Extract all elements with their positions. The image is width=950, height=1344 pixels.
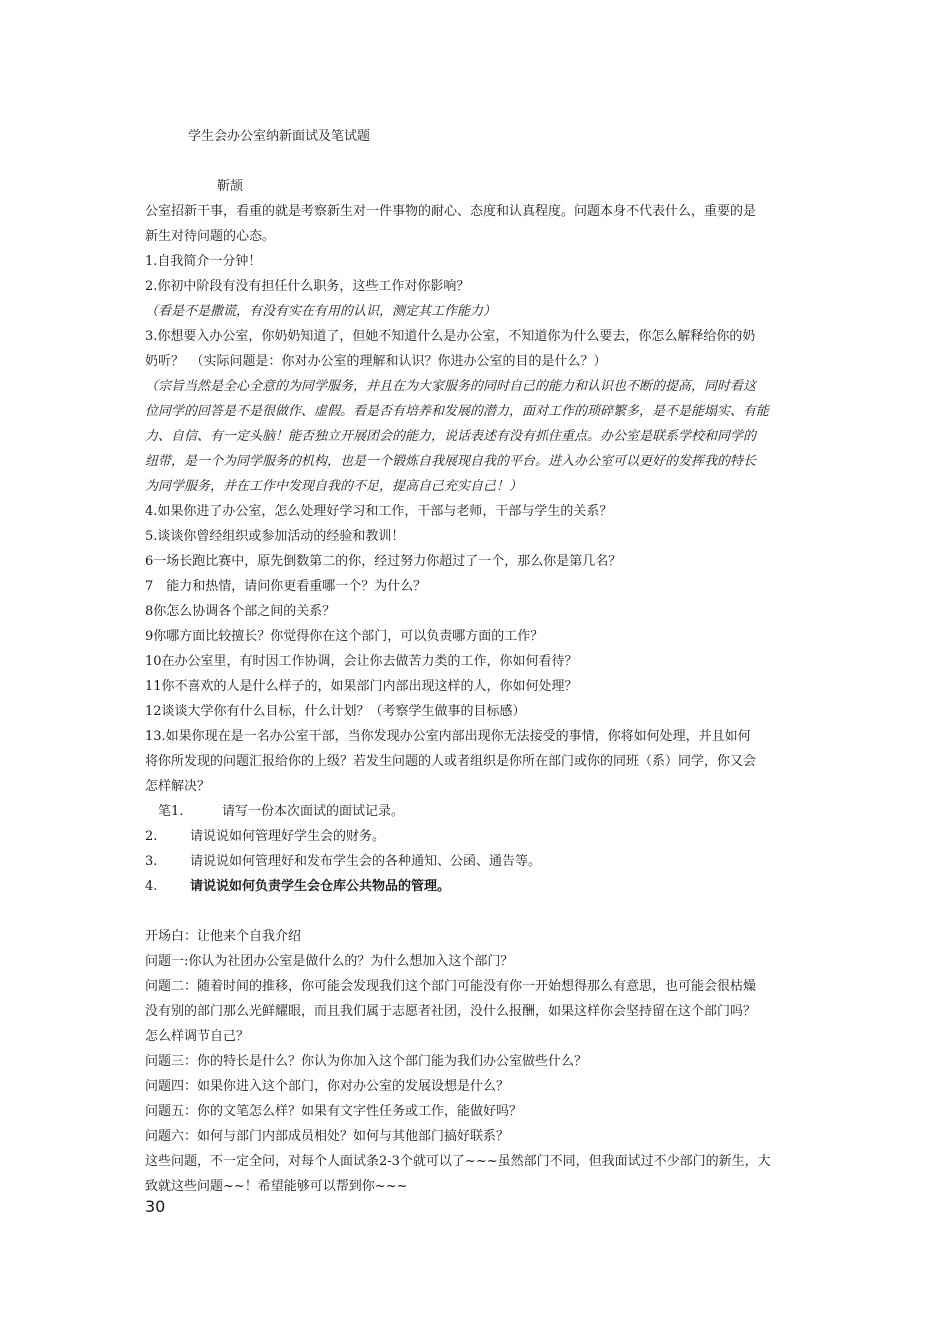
question-9: 9你哪方面比较擅长？你觉得你在这个部门，可以负责哪方面的工作？ <box>145 629 544 644</box>
problem-2-line: 没有别的部门那么光鲜耀眼，而且我们属于志愿者社团，没什么报酬，如果这样你会坚持留在这个部门吗？ <box>145 1004 757 1019</box>
question-2: 2.你初中阶段有没有担任什么职务，这些工作对你影响？ <box>145 279 470 294</box>
written-item-number: 2. <box>145 829 158 844</box>
written-item-number: 笔1. <box>145 804 184 819</box>
doc-title: 学生会办公室纳新面试及笔试题 <box>188 129 371 144</box>
intro-line: 公室招新干事，看重的就是考察新生对一件事物的耐心、态度和认真程度。问题本身不代表什么，重要的是 <box>145 204 757 219</box>
problem-4: 问题四：如果你进入这个部门，你对办公室的发展设想是什么？ <box>145 1079 510 1094</box>
question-3-note-line: 力、自信、有一定头脑！能否独立开展团会的能力，说话表述有没有抓住重点。办公室是联系学校和同学的 <box>145 429 757 444</box>
question-11: 11你不喜欢的人是什么样子的，如果部门内部出现这样的人，你如何处理？ <box>145 679 578 694</box>
question-7: 7 能力和热情，请问你更看重哪一个？为什么？ <box>145 579 427 594</box>
problem-3: 问题三：你的特长是什么？你认为你加入这个部门能为我们办公室做些什么？ <box>145 1054 588 1069</box>
question-3-line: 3.你想要入办公室，你奶奶知道了，但她不知道什么是办公室，不知道你为什么要去，你怎么解释给你的奶 <box>145 329 756 344</box>
question-3-line: 奶听？ （实际问题是：你对办公室的理解和认识？你进办公室的目的是什么？） <box>145 354 607 369</box>
question-5: 5.谈谈你曾经组织或参加活动的经验和教训！ <box>145 529 405 544</box>
page-number: 30 <box>145 1197 166 1216</box>
question-3-note-line: 位同学的回答是不是很做作、虚假。看是否有培养和发展的潜力，面对工作的琐碎繁多，是不是能塌实、有能 <box>145 404 770 419</box>
question-6: 6一场长跑比赛中，原先倒数第二的你，经过努力你超过了一个，那么你是第几名？ <box>145 554 622 569</box>
written-item-text: 请写一份本次面试的面试记录。 <box>222 804 405 819</box>
question-1: 1.自我简介一分钟！ <box>145 254 262 269</box>
question-4: 4.如果你进了办公室，怎么处理好学习和工作，干部与老师，干部与学生的关系？ <box>145 504 613 519</box>
question-3-note-line: （宗旨当然是全心全意的为同学服务，并且在为大家服务的同时自己的能力和认识也不断的提高，同时看这 <box>145 379 757 394</box>
question-10: 10在办公室里，有时因工作协调，会让你去做苦力类的工作，你如何看待？ <box>145 654 578 669</box>
written-item-number: 3. <box>145 854 158 869</box>
problem-5: 问题五：你的文笔怎么样？如果有文字性任务或工作，能做好吗？ <box>145 1104 523 1119</box>
question-3-note-line: 为同学服务，并在工作中发现自我的不足，提高自己充实自己！） <box>145 479 523 494</box>
closing-line: 这些问题，不一定全问，对每个人面试条2-3个就可以了~~~虽然部门不同，但我面试过不少部门的新生，大 <box>145 1154 771 1169</box>
closing-line: 致就这些问题~~！希望能够可以帮到你~~~ <box>145 1179 408 1194</box>
question-13-line: 怎样解决？ <box>145 779 211 794</box>
intro-line: 新生对待问题的心态。 <box>145 229 276 244</box>
question-2-note: （看是不是撒谎，有没有实在有用的认识，测定其工作能力） <box>145 304 497 319</box>
author-name: 靳颉 <box>217 179 244 194</box>
question-13-line: 将你所发现的问题汇报给你的上级？若发生问题的人或者组织是你所在部门或你的同班（系）同学，你又会 <box>145 754 757 769</box>
written-item-number: 4. <box>145 879 158 894</box>
question-12: 12谈谈大学你有什么目标，什么计划？（考察学生做事的目标感） <box>145 704 526 719</box>
problem-1: 问题一:你认为社团办公室是做什么的？为什么想加入这个部门？ <box>145 954 514 969</box>
question-13-line: 13.如果你现在是一名办公室干部，当你发现办公室内部出现你无法接受的事情，你将如何处理，并且如何 <box>145 729 751 744</box>
question-8: 8你怎么协调各个部之间的关系？ <box>145 604 336 619</box>
problem-6: 问题六：如何与部门内部成员相处？如何与其他部门搞好联系？ <box>145 1129 510 1144</box>
written-item-text: 请说说如何管理好和发布学生会的各种通知、公函、通告等。 <box>190 854 542 869</box>
written-item-text: 请说说如何负责学生会仓库公共物品的管理。 <box>190 879 451 894</box>
problem-2-line: 怎么样调节自己？ <box>145 1029 250 1044</box>
problem-2-line: 问题二：随着时间的推移，你可能会发现我们这个部门可能没有你一开始想得那么有意思，也可能会很枯燥 <box>145 979 757 994</box>
written-item-text: 请说说如何管理好学生会的财务。 <box>190 829 386 844</box>
opening-line: 开场白：让他来个自我介绍 <box>145 929 302 944</box>
question-3-note-line: 纽带，是一个为同学服务的机构，也是一个锻炼自我展现自我的平台。进入办公室可以更好的发挥我的特长 <box>145 454 757 469</box>
